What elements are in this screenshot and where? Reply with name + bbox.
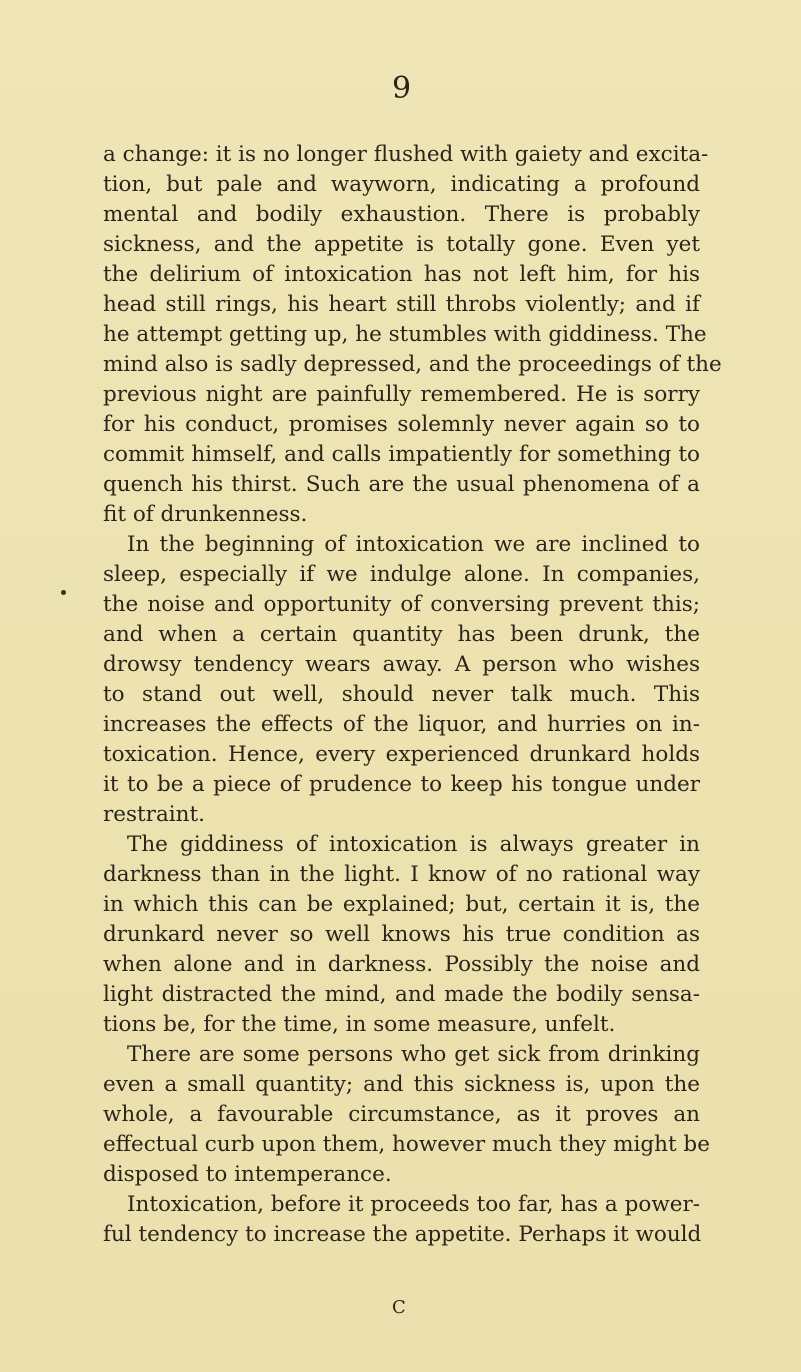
text-line: mental and bodily exhaustion. There is probably — [103, 202, 700, 227]
text-line: effectual curb upon them, however much they might be — [103, 1132, 710, 1157]
text-line: he attempt getting up, he stumbles with giddiness. The — [103, 322, 707, 347]
body-text — [103, 140, 722, 1250]
signature-mark: C — [392, 1297, 406, 1318]
text-line: commit himself, and calls impatiently for something to — [103, 442, 700, 467]
text-line: toxication. Hence, every experienced drunkard holds — [103, 742, 700, 767]
text-line: increases the effects of the liquor, and hurries on in- — [103, 712, 700, 737]
text-line: mind also is sadly depressed, and the proceedings of the — [103, 352, 722, 377]
text-line: restraint. — [103, 802, 205, 827]
text-line: sleep, especially if we indulge alone. In companies, — [103, 562, 700, 587]
text-line: to stand out well, should never talk much. This — [103, 682, 700, 707]
page-number: 9 — [392, 71, 412, 106]
text-line: head still rings, his heart still throbs violently; and if — [103, 292, 700, 317]
text-line: in which this can be explained; but, certain it is, the — [103, 892, 700, 917]
text-line: In the beginning of intoxication we are inclined to — [127, 532, 700, 557]
ink-speck — [61, 590, 66, 595]
text-line: for his conduct, promises solemnly never again so to — [103, 412, 700, 437]
text-line: light distracted the mind, and made the bodily sensa- — [103, 982, 700, 1007]
text-line: the noise and opportunity of conversing prevent this; — [103, 592, 700, 617]
text-line: and when a certain quantity has been drunk, the — [103, 622, 700, 647]
text-line: Intoxication, before it proceeds too far, has a power- — [127, 1192, 700, 1217]
text-line: drowsy tendency wears away. A person who wishes — [103, 652, 700, 677]
text-line: it to be a piece of prudence to keep his tongue under — [103, 772, 700, 797]
text-line: tion, but pale and wayworn, indicating a profound — [103, 172, 700, 197]
text-line: disposed to intemperance. — [103, 1162, 392, 1187]
text-line: There are some persons who get sick from drinking — [127, 1042, 700, 1067]
text-line: a change: it is no longer flushed with gaiety and excita- — [103, 142, 709, 167]
text-line: ful tendency to increase the appetite. Perhaps it would — [103, 1222, 702, 1247]
text-line: even a small quantity; and this sickness is, upon the — [103, 1072, 700, 1097]
text-line: darkness than in the light. I know of no rational way — [103, 862, 700, 887]
text-line: the delirium of intoxication has not left him, for his — [103, 262, 700, 287]
text-line: The giddiness of intoxication is always greater in — [127, 832, 700, 857]
text-line: tions be, for the time, in some measure, unfelt. — [103, 1012, 616, 1037]
text-line: previous night are painfully remembered. He is sorry — [103, 382, 700, 407]
text-line: fit of drunkenness. — [103, 502, 308, 527]
text-line: drunkard never so well knows his true condition as — [103, 922, 700, 947]
text-line: quench his thirst. Such are the usual phenomena of a — [103, 472, 700, 497]
text-line: sickness, and the appetite is totally gone. Even yet — [103, 232, 700, 257]
text-line: whole, a favourable circumstance, as it proves an — [103, 1102, 700, 1127]
text-line: when alone and in darkness. Possibly the noise and — [103, 952, 700, 977]
